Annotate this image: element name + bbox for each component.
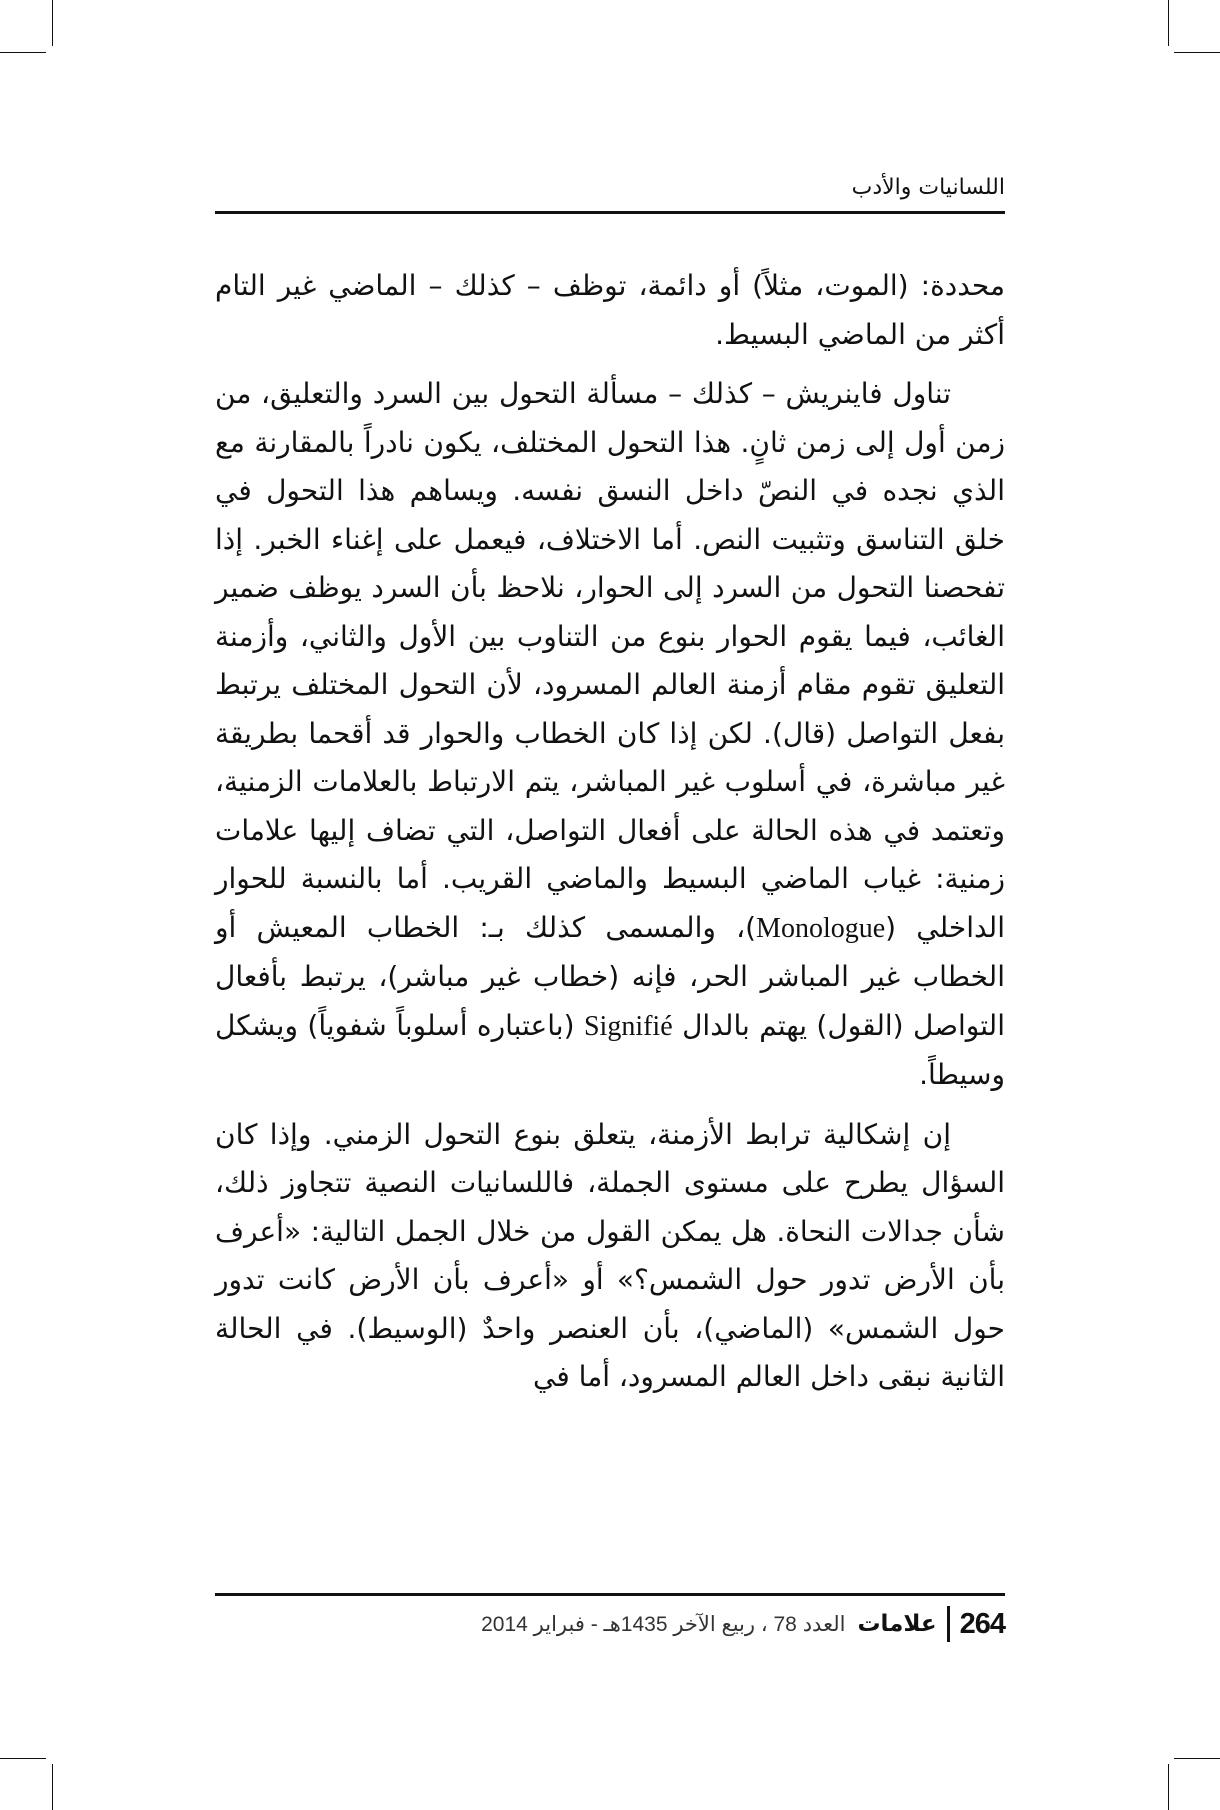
header-rule	[215, 211, 1005, 214]
crop-mark	[52, 0, 53, 46]
paragraph-text: (باعتباره أسلوباً شفوياً) ويشكل وسيطاً.	[215, 1008, 1005, 1091]
footer-rule	[215, 1593, 1005, 1596]
paragraph-text: )، والمسمى كذلك بـ: الخطاب المعيش أو الخطاب غير المباشر الحر، فإنه (خطاب غير مباشر)، يرتبط بأفعال التواصل (القول) يهتم بالدال	[215, 910, 1005, 1042]
footer-divider	[947, 1606, 950, 1642]
crop-mark	[1174, 52, 1220, 53]
paragraph	[215, 370, 1005, 1100]
crop-mark	[1174, 1758, 1220, 1759]
paragraph: محددة: (الموت، مثلاً) أو دائمة، توظف – كذلك – الماضي غير التام أكثر من الماضي البسيط.	[215, 269, 1005, 351]
crop-mark	[52, 1764, 53, 1810]
journal-name: علامات	[857, 1611, 937, 1637]
foreign-term: Monologue	[756, 912, 886, 944]
paragraph: إن إشكالية ترابط الأزمنة، يتعلق بنوع التحول الزمني. وإذا كان السؤال يطرح على مستوى الجملة، فاللسانيات النصية تتجاوز ذلك، شأن جدالات النحاة. هل يمكن القول من خلال الجمل التالية: «أعرف بأن الأرض تدور حول الشمس؟» أو «أعرف بأن الأرض كانت تدور حول الشمس» (الماضي)، بأن العنصر واحدٌ (الوسيط). في الحالة الثانية نبقى داخل العالم المسرود، أما في	[215, 1117, 1005, 1393]
page-footer	[481, 1606, 1005, 1642]
crop-mark	[1168, 1764, 1169, 1810]
body-text	[215, 262, 1005, 1402]
page-number: 264	[959, 1607, 1005, 1640]
running-header: اللسانيات والأدب	[851, 175, 1005, 200]
crop-mark	[0, 52, 46, 53]
issue-info: العدد 78 ، ربيع الآخر 1435هـ - فبراير 2014	[481, 1612, 846, 1636]
foreign-term: Signifié	[583, 1010, 673, 1042]
crop-mark	[0, 1758, 46, 1759]
crop-mark	[1168, 0, 1169, 46]
paragraph-text: تناول فاينريش – كذلك – مسألة التحول بين السرد والتعليق، من زمن أول إلى زمن ثانٍ. هذا التحول المختلف، يكون نادراً بالمقارنة مع الذي نجده في النصّ داخل النسق نفسه. ويساهم هذا التحول في خلق التناسق وتثبيت النص. أما الاختلاف، فيعمل على إغناء الخبر. إذا تفحصنا التحول من السرد إلى الحوار، نلاحظ بأن السرد يوظف ضمير الغائب، فيما يقوم الحوار بنوع من التناوب بين الأول والثاني، وأزمنة التعليق تقوم مقام أزمنة العالم المسرود، لأن التحول المختلف يرتبط بفعل التواصل (قال). لكن إذا كان الخطاب والحوار قد أقحما بطريقة غير مباشرة، في أسلوب غير المباشر، يتم الارتباط بالعلامات الزمنية، وتعتمد في هذه الحالة على أفعال التواصل، التي تضاف إليها علامات زمنية: غياب الماضي البسيط والماضي القريب. أما بالنسبة للحوار الداخلي (	[215, 377, 1005, 944]
